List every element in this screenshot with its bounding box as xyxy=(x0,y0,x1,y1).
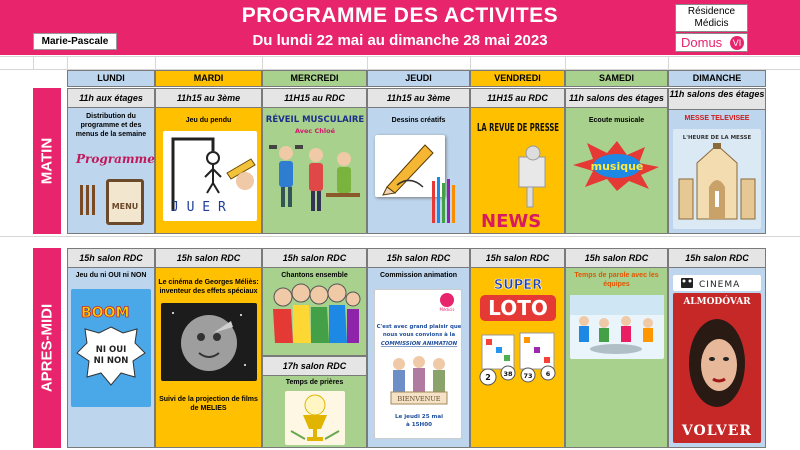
press-review-title: LA REVUE DE PRESSE xyxy=(477,121,559,134)
talk-group-picture xyxy=(570,295,664,359)
activity-description-secondary: Temps de prières xyxy=(285,379,344,386)
afternoon-cell-mardi xyxy=(155,248,262,448)
morning-cell-jeudi xyxy=(367,88,470,234)
activity-time: 11h salons des étages xyxy=(669,89,765,110)
singing-picture xyxy=(269,283,361,353)
activity-description: Jeu du pendu xyxy=(185,117,232,124)
residence-name xyxy=(675,4,748,32)
activity-description: Jeu du ni OUI ni NON xyxy=(75,272,147,279)
day-header-dimanche: DIMANCHE xyxy=(668,70,766,87)
invitation-line-2: nous vous convions à la xyxy=(382,332,456,338)
invitation-time: à 15H00 xyxy=(406,422,432,428)
program-script-text: Programme xyxy=(76,152,155,166)
grid-line xyxy=(0,236,800,237)
day-header-vendredi: VENDREDI xyxy=(470,70,565,87)
grid-line xyxy=(262,56,263,70)
volver-poster-picture xyxy=(673,293,761,443)
afternoon-cell-dimanche xyxy=(668,248,766,448)
invitation-picture xyxy=(374,289,462,439)
activity-time: 11h salons des étages xyxy=(566,89,667,108)
section-label-afternoon xyxy=(33,248,61,448)
activity-time: 11H15 au RDC xyxy=(263,89,366,108)
melies-moon-picture xyxy=(161,303,257,381)
activity-time: 15h salon RDC xyxy=(471,249,564,268)
activity-time: 15h salon RDC xyxy=(68,249,154,268)
activity-time: 11h15 au 3ème xyxy=(368,89,469,108)
welcome-sign: BIENVENUE xyxy=(397,395,441,403)
press-review-picture xyxy=(475,115,561,231)
day-header-mercredi: MERCREDI xyxy=(262,70,367,87)
activity-time: 15h salon RDC xyxy=(669,249,765,268)
activity-time: 11h aux étages xyxy=(68,89,154,108)
invitation-brand: Médicis xyxy=(439,307,455,312)
activity-description: Le cinéma de Georges Méliès: inventeur des effets spéciaux xyxy=(158,279,259,295)
afternoon-cell-vendredi xyxy=(470,248,565,448)
grid-line xyxy=(155,56,156,70)
loto-ball: 6 xyxy=(545,370,551,378)
section-label-text: APRES-MIDI xyxy=(38,303,56,393)
grid-line xyxy=(470,56,471,70)
grid-line xyxy=(33,56,34,70)
movie-title: VOLVER xyxy=(681,423,753,439)
brand-logo xyxy=(675,33,748,52)
colored-pencils-picture xyxy=(430,175,460,225)
morning-cell-mardi xyxy=(155,88,262,234)
loto-ball: 73 xyxy=(523,372,533,380)
day-header-lundi: LUNDI xyxy=(67,70,155,87)
invitation-line-1: C'est avec grand plaisir que xyxy=(376,324,462,330)
day-header-jeudi: JEUDI xyxy=(367,70,470,87)
mass-banner-text: L'HEURE DE LA MESSE xyxy=(682,135,752,141)
program-menu-picture xyxy=(72,151,155,229)
resident-name: Marie-Pascale xyxy=(33,33,117,50)
morning-cell-vendredi xyxy=(470,88,565,234)
cinema-text: CINEMA xyxy=(699,280,741,290)
activity-description: MESSE TELEVISEE xyxy=(684,115,750,122)
muscle-wakeup-title: RÉVEIL MUSCULAIRE xyxy=(265,115,365,125)
cinema-label xyxy=(673,275,761,291)
activity-time: 15h salon RDC xyxy=(368,249,469,268)
activity-description: Distribution du programme et des menus de la semaine xyxy=(75,113,147,138)
morning-cell-dimanche xyxy=(668,88,766,234)
activity-description-secondary: Suivi de la projection de films de MELIES xyxy=(159,396,258,412)
grid-line xyxy=(668,56,669,70)
activity-description: Ecoute musicale xyxy=(588,117,645,124)
super-text: SUPER xyxy=(493,278,543,293)
activity-description: Dessins créatifs xyxy=(391,117,446,124)
morning-cell-mercredi xyxy=(262,88,367,234)
activity-description: Chantons ensemble xyxy=(281,272,348,279)
morning-cell-lundi xyxy=(67,88,155,234)
muscle-wakeup-picture xyxy=(266,111,364,229)
loto-text: LOTO xyxy=(488,296,548,320)
brand-name: Domus xyxy=(681,35,723,50)
grid-line xyxy=(67,56,68,70)
loto-ball: 2 xyxy=(485,373,491,382)
section-label-morning xyxy=(33,88,61,234)
menu-board-text: MENU xyxy=(111,202,139,211)
afternoon-cell-mercredi xyxy=(262,248,367,356)
section-label-text: MATIN xyxy=(38,137,56,185)
news-text: NEWS xyxy=(481,211,542,232)
residence-line-2: Médicis xyxy=(694,18,729,29)
residence-line-1: Résidence xyxy=(687,6,736,17)
grid-line xyxy=(0,56,800,57)
activity-time: 15h salon RDC xyxy=(263,249,366,268)
activity-description: Temps de parole avec les équipes xyxy=(574,272,659,288)
day-header-mardi: MARDI xyxy=(155,70,262,87)
super-loto-picture xyxy=(474,271,562,391)
page-title: PROGRAMME DES ACTIVITES xyxy=(241,4,559,27)
yes-no-text: NI OUI xyxy=(95,345,127,355)
director-name: ALMODÓVAR xyxy=(683,297,751,307)
boom-text: BOOM xyxy=(81,305,130,321)
activity-time: 11H15 au RDC xyxy=(471,89,564,108)
grid-line xyxy=(565,56,566,70)
heart-icon: VI xyxy=(730,36,744,50)
activity-time: 11h15 au 3ème xyxy=(156,89,261,108)
activity-description: Commission animation xyxy=(379,272,457,279)
yes-no-game-picture xyxy=(71,289,151,407)
afternoon-cell-samedi xyxy=(565,248,668,448)
date-range: Du lundi 22 mai au dimanche 28 mai 2023 xyxy=(252,32,548,49)
music-picture xyxy=(569,137,665,193)
day-header-samedi: SAMEDI xyxy=(565,70,668,87)
invitation-link: COMMISSION ANIMATION xyxy=(380,341,458,347)
mass-picture xyxy=(673,129,761,229)
afternoon-cell-lundi xyxy=(67,248,155,448)
hangman-picture xyxy=(163,131,257,221)
activity-time: 15h salon RDC xyxy=(156,249,261,268)
yes-no-text-2: NI NON xyxy=(93,356,129,366)
morning-cell-samedi xyxy=(565,88,668,234)
hangman-letters: J U E R xyxy=(171,200,226,215)
activity-time-secondary: 17h salon RDC xyxy=(263,357,366,376)
afternoon-cell-jeudi xyxy=(367,248,470,448)
music-label: musique xyxy=(590,160,644,173)
muscle-wakeup-coach: Avec Chloé xyxy=(294,127,336,135)
grid-line xyxy=(367,56,368,70)
loto-ball: 38 xyxy=(503,370,513,378)
afternoon-cell-mercredi-evening xyxy=(262,356,367,448)
activity-time: 15h salon RDC xyxy=(566,249,667,268)
prayer-chalice-picture xyxy=(285,391,345,445)
invitation-date: Le jeudi 25 mai xyxy=(394,414,444,420)
